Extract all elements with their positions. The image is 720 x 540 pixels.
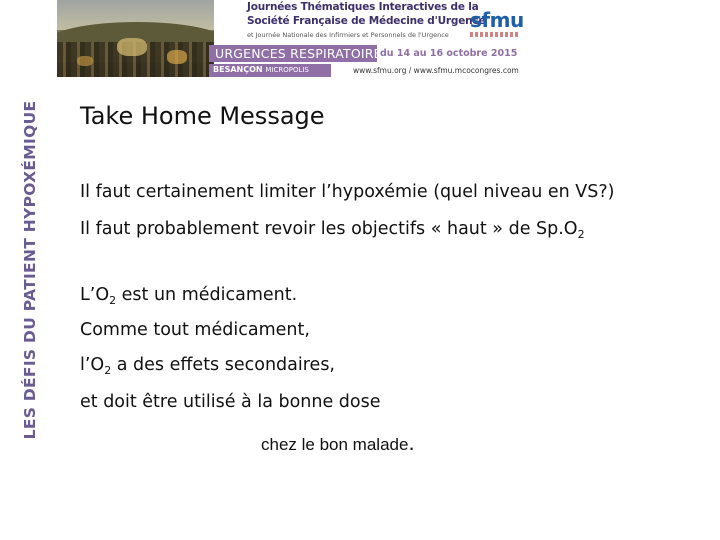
sfmu-logo: sfmu [470, 8, 524, 32]
city-photo [57, 0, 214, 77]
message-line-3 [80, 285, 297, 307]
conference-title-line2: Société Française de Médecine d'Urgence [247, 15, 486, 27]
message-line-5-rest: a des effets secondaires, [111, 355, 335, 375]
city-name: BESANÇON [213, 65, 263, 74]
message-line-1: Il faut certainement limiter l’hypoxémie (quel niveau en VS?) [80, 182, 615, 202]
event-dates: du 14 au 16 octobre 2015 [380, 48, 518, 59]
message-line-2 [80, 219, 585, 241]
slide-panel [57, 80, 714, 537]
subscript: 2 [104, 364, 112, 377]
conference-title-line1: Journées Thématiques Interactives de la [247, 1, 479, 13]
sfmu-logo-mark [470, 32, 520, 37]
message-line-7 [261, 430, 415, 456]
message-line-6: et doit être utilisé à la bonne dose [80, 392, 381, 412]
event-name: URGENCES RESPIRATOIRES [215, 46, 390, 61]
conference-banner [57, 0, 720, 80]
event-websites: www.sfmu.org / www.sfmu.mcocongres.com [353, 66, 519, 75]
message-line-3-text: L’O [80, 285, 110, 305]
message-line-7-text: chez le bon malade [261, 435, 409, 454]
message-line-2-text: Il faut probablement revoir les objectifs « haut » de Sp.O [80, 219, 578, 239]
venue-name: MICROPOLIS [265, 66, 309, 74]
message-line-5-text: l’O [80, 355, 105, 375]
message-line-7-period: . [408, 430, 415, 455]
message-line-5 [80, 355, 335, 377]
conference-subtitle: et Journée Nationale des Infirmiers et Personnels de l'Urgence [247, 31, 449, 39]
message-line-4: Comme tout médicament, [80, 320, 310, 340]
slide-title: Take Home Message [80, 102, 325, 130]
slide-content [57, 80, 714, 537]
subscript: 2 [577, 228, 585, 241]
event-city [213, 65, 309, 74]
message-line-3-rest: est un médicament. [116, 285, 298, 305]
vertical-section-title: LES DÉFIS DU PATIENT HYPOXÉMIQUE [21, 100, 39, 440]
subscript: 2 [109, 294, 117, 307]
